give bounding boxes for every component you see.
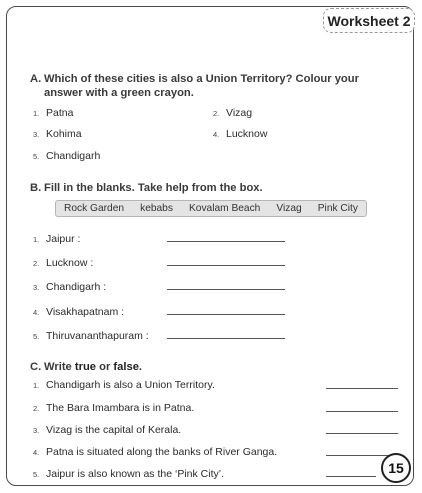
- true-false-item: [33, 468, 224, 481]
- item-number: 1.: [33, 381, 40, 390]
- item-number: 4.: [33, 308, 40, 317]
- option-patna[interactable]: [33, 107, 73, 120]
- answer-line[interactable]: [167, 289, 285, 290]
- section-b-letter: B.: [30, 182, 42, 194]
- item-label: Thiruvananthapuram :: [46, 330, 149, 342]
- word-box-item: Kovalam Beach: [189, 203, 261, 214]
- option-number: 2.: [213, 109, 220, 118]
- option-label: Lucknow: [226, 128, 268, 140]
- answer-line[interactable]: [167, 265, 285, 266]
- option-label: Patna: [46, 107, 74, 119]
- item-label: Lucknow :: [46, 257, 94, 269]
- answer-line[interactable]: [167, 241, 285, 242]
- item-number: 1.: [33, 235, 40, 244]
- answer-line[interactable]: [167, 314, 285, 315]
- answer-line[interactable]: [326, 411, 398, 412]
- answer-line[interactable]: [326, 388, 398, 389]
- section-b-heading: [30, 181, 394, 195]
- option-number: 4.: [213, 130, 220, 139]
- fill-blank-item: [33, 306, 124, 319]
- option-chandigarh[interactable]: [33, 150, 100, 163]
- instruction-suffix: .: [138, 361, 143, 373]
- item-statement: The Bara Imambara is in Patna.: [46, 402, 195, 414]
- option-label: Vizag: [226, 107, 253, 119]
- fill-blank-item: [33, 330, 149, 343]
- fill-blank-item: [33, 257, 93, 270]
- true-false-item: [33, 379, 215, 392]
- item-number: 5.: [33, 470, 40, 479]
- option-vizag[interactable]: [213, 107, 252, 120]
- item-number: 5.: [33, 332, 40, 341]
- item-statement: Patna is situated along the banks of River Ganga.: [46, 446, 278, 458]
- instruction-prefix: Write: [44, 361, 75, 373]
- option-lucknow[interactable]: [213, 128, 267, 141]
- word-box: [55, 200, 367, 217]
- section-a-heading: [30, 72, 394, 100]
- section-c-letter: C.: [30, 361, 42, 373]
- keyword-false: false: [113, 361, 139, 373]
- option-kohima[interactable]: [33, 128, 82, 141]
- option-number: 1.: [33, 109, 40, 118]
- keyword-true: true: [74, 361, 97, 373]
- item-number: 4.: [33, 448, 40, 457]
- fill-blank-item: [33, 281, 106, 294]
- word-box-item: Pink City: [317, 203, 358, 214]
- word-box-item: Rock Garden: [64, 203, 125, 214]
- option-label: Kohima: [46, 128, 82, 140]
- instruction-or: or: [96, 361, 114, 373]
- item-number: 3.: [33, 283, 40, 292]
- option-number: 5.: [33, 152, 40, 161]
- fill-blank-item: [33, 233, 80, 246]
- item-label: Visakhapatnam :: [46, 306, 125, 318]
- answer-line[interactable]: [326, 433, 398, 434]
- answer-line[interactable]: [167, 338, 285, 339]
- item-number: 3.: [33, 426, 40, 435]
- true-false-item: [33, 402, 194, 415]
- item-label: Jaipur :: [46, 233, 81, 245]
- section-a-letter: A.: [30, 73, 42, 85]
- true-false-item: [33, 424, 181, 437]
- item-statement: Vizag is the capital of Kerala.: [46, 424, 182, 436]
- word-box-item: Vizag: [276, 203, 302, 214]
- word-box-item: kebabs: [140, 203, 173, 214]
- section-c-instruction: [44, 360, 394, 374]
- answer-line[interactable]: [326, 476, 376, 477]
- item-number: 2.: [33, 404, 40, 413]
- worksheet-title: Worksheet 2: [323, 8, 415, 33]
- item-number: 2.: [33, 259, 40, 268]
- option-label: Chandigarh: [46, 150, 101, 162]
- section-c-heading: [30, 360, 394, 374]
- section-a-instruction: Which of these cities is also a Union Territory? Colour your answer with a green crayon.: [44, 73, 359, 99]
- section-b-instruction: Fill in the blanks. Take help from the box.: [44, 182, 263, 194]
- page-number: 15: [381, 453, 411, 483]
- option-number: 3.: [33, 130, 40, 139]
- true-false-item: [33, 446, 277, 459]
- item-statement: Chandigarh is also a Union Territory.: [46, 379, 215, 391]
- item-label: Chandigarh :: [46, 281, 107, 293]
- item-statement: Jaipur is also known as the ‘Pink City’.: [46, 468, 224, 480]
